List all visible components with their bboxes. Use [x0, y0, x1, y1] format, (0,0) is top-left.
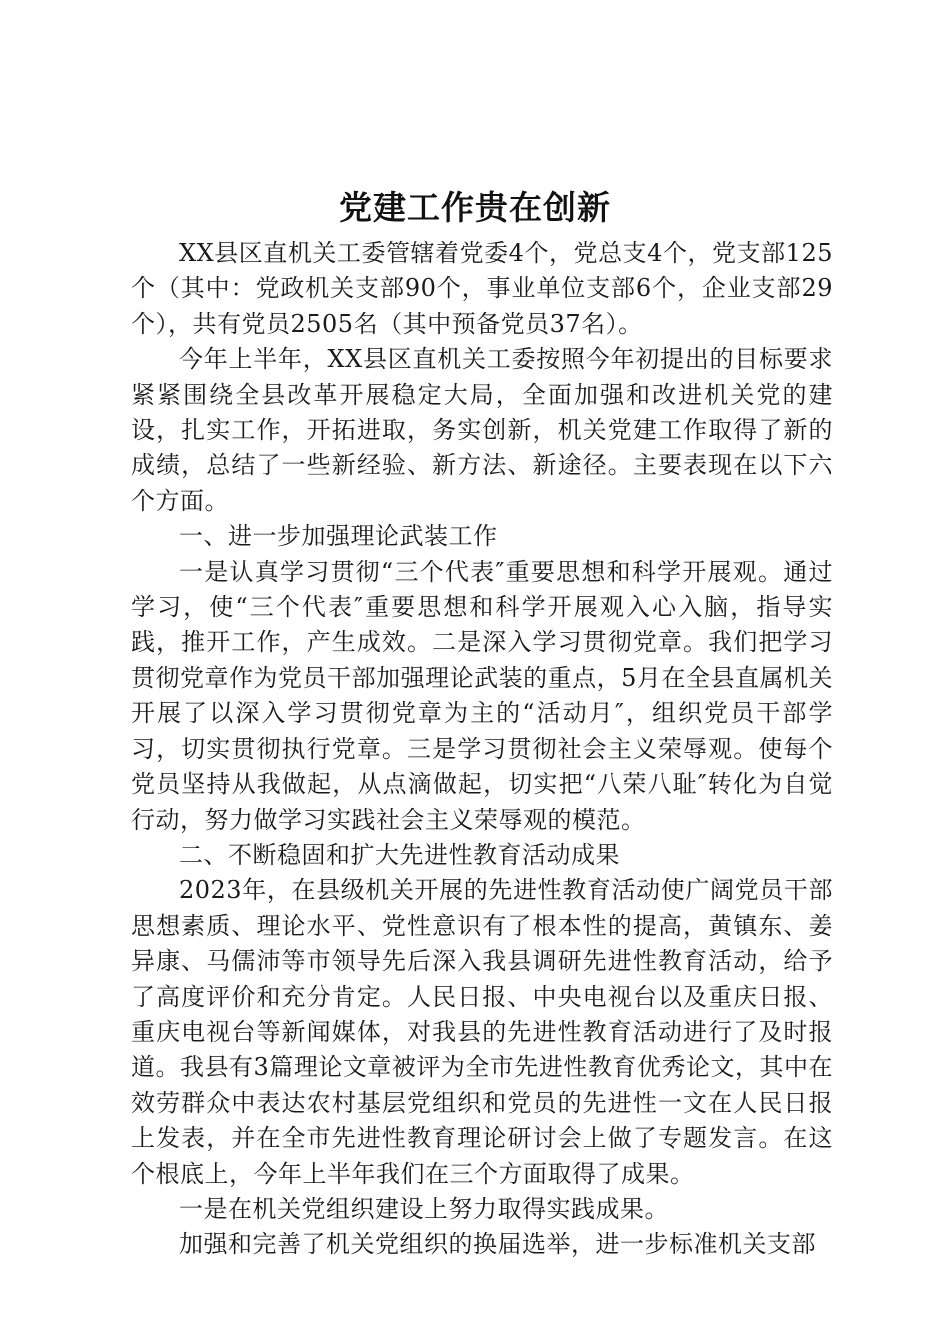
- paragraph-continuation: 加强和完善了机关党组织的换届选举，进一步标准机关支部: [179, 1230, 816, 1259]
- paragraph-education: 2023年，在县级机关开展的先进性教育活动使广阔党员干部思想素质、理论水平、党性意识有了根本性的提高，黄镇东、姜异康、马儒沛等市领导先后深入我县调研先进性教育活动，给予了高度评价和充分肯定。人民日报、中央电视台以及重庆日报、重庆电视台等新闻媒体，对我县的先进性教育活动进行了及时报道。我县有3篇理论文章被评为全市先进性教育优秀论文，其中在效劳群众中表达农村基层党组织和党员的先进性一文在人民日报上发表，并在全市先进性教育理论研讨会上做了专题发言。在这个根底上，今年上半年我们在三个方面取得了成果。: [131, 876, 833, 1188]
- paragraph-intro: XX县区直机关工委管辖着党委4个，党总支4个，党支部125个（其中：党政机关支部90个，事业单位支部6个，企业支部29个），共有党员2505名（其中预备党员37名）。: [131, 239, 833, 338]
- paragraph-theory: 一是认真学习贯彻“三个代表″重要思想和科学开展观。通过学习，使“三个代表″重要思想和科学开展观入心入脑，指导实践，推开工作，产生成效。二是深入学习贯彻党章。我们把学习贯彻党章作为党员干部加强理论武装的重点，5月在全县直属机关开展了以深入学习贯彻党章为主的“活动月″，组织党员干部学习，切实贯彻执行党章。三是学习贯彻社会主义荣辱观。使每个党员坚持从我做起，从点滴做起，切实把“八荣八耻″转化为自觉行动，努力做学习实践社会主义荣辱观的模范。: [131, 557, 833, 834]
- document-body: [131, 236, 833, 1263]
- section-heading-2: 二、不断稳固和扩大先进性教育活动成果: [179, 840, 620, 869]
- paragraph-subpoint-1: 一是在机关党组织建设上努力取得实践成果。: [179, 1194, 669, 1223]
- section-heading-1: 一、进一步加强理论武装工作: [179, 522, 498, 551]
- page-title: 党建工作贵在创新: [339, 188, 611, 227]
- paragraph-summary: 今年上半年，XX县区直机关工委按照今年初提出的目标要求紧紧围绕全县改革开展稳定大局，全面加强和改进机关党的建设，扎实工作，开拓进取，务实创新，机关党建工作取得了新的成绩，总结了一些新经验、新方法、新途径。主要表现在以下六个方面。: [131, 345, 833, 515]
